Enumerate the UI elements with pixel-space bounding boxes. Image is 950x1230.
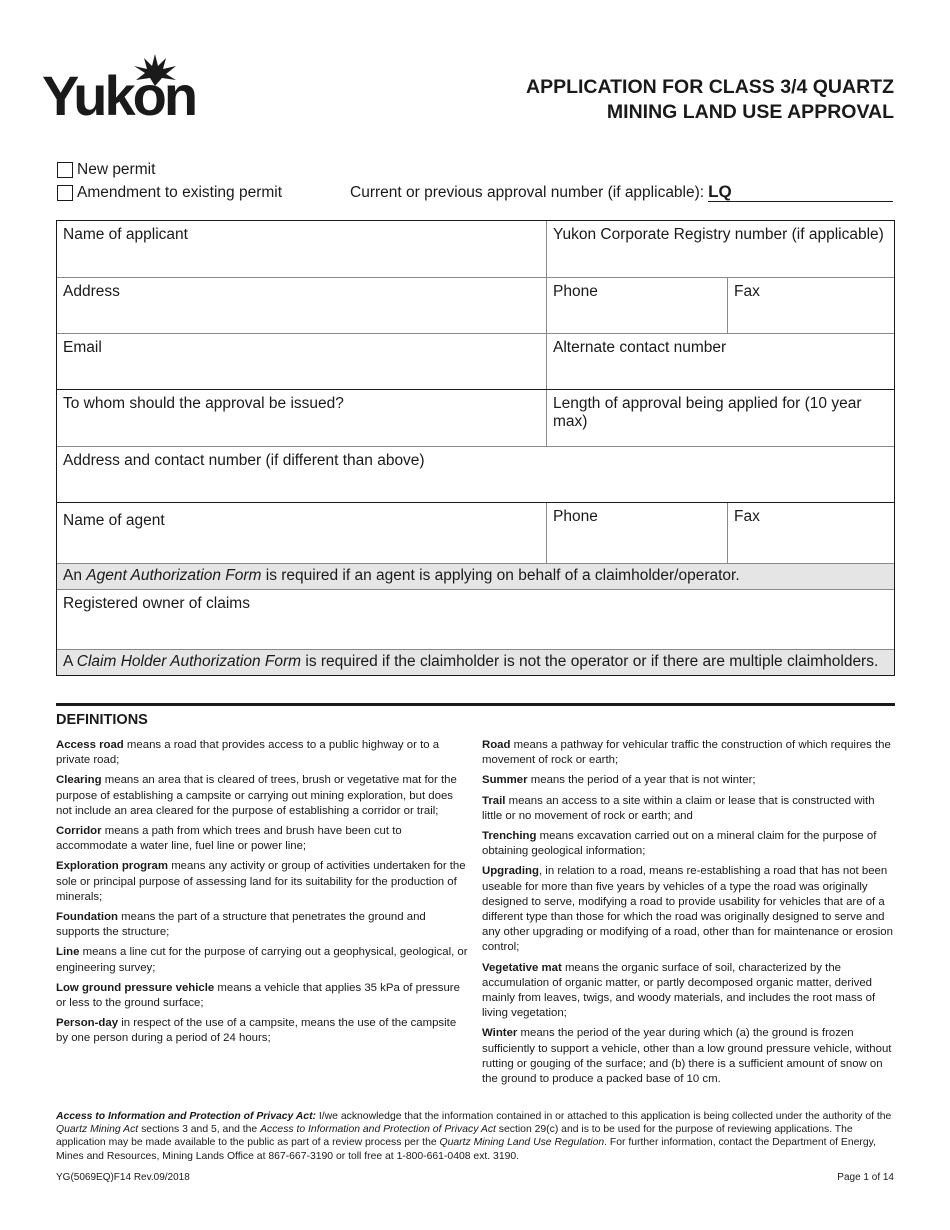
- definition-text: means excavation carried out on a mineral claim for the purpose of obtaining geological information;: [482, 830, 877, 858]
- privacy-notice-title: Access to Information and Protection of Privacy Act:: [56, 1111, 317, 1122]
- row-applicant: [57, 221, 894, 277]
- definition-item: [482, 794, 895, 824]
- row-email: [57, 333, 894, 389]
- approval-number-input[interactable]: LQ: [708, 183, 893, 202]
- alt-address-contact-field[interactable]: Address and contact number (if different than above): [63, 452, 425, 469]
- definition-term: Winter: [482, 1027, 518, 1040]
- row-claim-note: [57, 649, 894, 675]
- privacy-text: . For further information, contact the Department of Energy, Mines and Resources, Mining Lands Office at 867-667-3190 or toll free at 1-800-661-0408 ext. 3190.: [56, 1137, 876, 1162]
- form-title-line2: MINING LAND USE APPROVAL: [606, 101, 894, 123]
- definition-text: means the period of a year that is not winter;: [527, 774, 756, 787]
- definition-term: Vegetative mat: [482, 961, 562, 974]
- definition-item: [56, 738, 470, 768]
- alternate-contact-field[interactable]: Alternate contact number: [546, 334, 894, 389]
- privacy-text: I/we acknowledge that the information contained in or attached to this application is being collected under the authority of the: [316, 1111, 892, 1122]
- definition-item: [56, 859, 470, 905]
- privacy-notice: [56, 1110, 895, 1163]
- definition-item: [482, 961, 895, 1022]
- agent-fax-field[interactable]: Fax: [727, 503, 894, 563]
- agent-phone-field[interactable]: Phone: [546, 503, 727, 563]
- definition-item: [482, 773, 895, 788]
- agent-authorization-form-name: Agent Authorization Form: [86, 567, 262, 584]
- amendment-label: Amendment to existing permit: [77, 184, 283, 201]
- definition-term: Person-day: [56, 1017, 119, 1030]
- privacy-act-name: Quartz Mining Land Use Regulation: [439, 1137, 605, 1149]
- definition-text: means an area that is cleared of trees, brush or vegetative mat for the purpose of establishing a campsite or carrying out mining exploration, but does not include an area cleared for the purpose of establishing a corridor or trail;: [56, 774, 457, 817]
- form-code: YG(5069EQ)F14 Rev.09/2018: [56, 1172, 190, 1183]
- definitions-left-column: [56, 738, 470, 1052]
- form-title: [526, 75, 894, 125]
- definition-term: Line: [56, 946, 80, 959]
- privacy-text: section 29(c) and is to be used for the purpose of reviewing applications. The application may be made available to the public as part of a review process per the: [56, 1124, 853, 1149]
- agent-authorization-note: [57, 564, 894, 589]
- definition-text: means a path from which trees and brush have been cut to accommodate a water line, fuel line or power line;: [56, 825, 402, 853]
- new-permit-checkbox[interactable]: [57, 162, 73, 178]
- definition-text: means a line cut for the purpose of carrying out a geophysical, geological, or engineering survey;: [56, 946, 468, 974]
- definition-term: Summer: [482, 774, 528, 787]
- form-title-line1: APPLICATION FOR CLASS 3/4 QUARTZ: [526, 76, 894, 98]
- approval-issued-to-field[interactable]: To whom should the approval be issued?: [63, 395, 344, 412]
- claim-note-prefix: A: [63, 653, 77, 670]
- definition-item: [56, 945, 470, 975]
- definition-item: [482, 738, 895, 768]
- definition-text: means a vehicle that applies 35 kPa of pressure or less to the ground surface;: [56, 981, 460, 1010]
- definition-term: Trail: [482, 794, 506, 807]
- definition-text: , in relation to a road, means re-establishing a road that has not been useable for more than five years by vehicles of a type the road was originally designed to serve, modifying a road to provide usability for vehicles that are of a different type than those for which the road was originally designed to serve and any other upgrading or modifying of a road, other than for maintenance or erosion control;: [482, 865, 893, 954]
- row-approval-issued: [57, 389, 894, 446]
- row-registered-owner: [57, 589, 894, 649]
- name-of-applicant-field[interactable]: Name of applicant: [63, 226, 188, 243]
- length-of-approval-field[interactable]: Length of approval being applied for (10 year max): [546, 390, 894, 446]
- privacy-act-name: Quartz Mining Act: [56, 1124, 139, 1136]
- phone-field[interactable]: Phone: [546, 278, 727, 333]
- fax-field[interactable]: Fax: [727, 278, 894, 333]
- name-of-agent-field[interactable]: Name of agent: [63, 512, 165, 529]
- applicant-info-grid: [56, 220, 895, 676]
- definition-item: [482, 1026, 895, 1087]
- email-field[interactable]: Email: [63, 339, 102, 356]
- approval-number-field: [350, 183, 893, 202]
- definition-item: [56, 773, 470, 819]
- definition-item: [56, 981, 470, 1011]
- amendment-option[interactable]: [57, 184, 282, 202]
- definition-text: means the organic surface of soil, characterized by the accumulation of organic matter, or partly decomposed organic matter, derived mainly from leaves, twigs, and woody materials, and includes the root mass of living vegetation;: [482, 961, 876, 1020]
- definition-term: Access road: [56, 739, 124, 751]
- agent-note-suffix: is required if an agent is applying on behalf of a claimholder/operator.: [261, 567, 740, 584]
- definition-text: means any activity or group of activities undertaken for the sole or principal purpose of assessing land for its suitability for the production of minerals;: [56, 860, 466, 903]
- definitions-divider: [56, 703, 895, 706]
- definition-term: Clearing: [56, 774, 102, 787]
- row-alt-address: [57, 446, 894, 502]
- page-number: Page 1 of 14: [837, 1172, 894, 1183]
- definition-text: means a road that provides access to a public highway or to a private road;: [56, 739, 440, 767]
- yukon-logo: [42, 52, 217, 127]
- amendment-checkbox[interactable]: [57, 185, 73, 201]
- registered-owner-field[interactable]: Registered owner of claims: [63, 595, 250, 612]
- definition-term: Upgrading: [482, 865, 539, 878]
- definition-term: Foundation: [56, 911, 118, 924]
- definition-item: [482, 864, 895, 955]
- definition-item: [56, 824, 470, 854]
- privacy-text: sections 3 and 5, and the: [138, 1124, 261, 1136]
- definition-item: [56, 1016, 470, 1046]
- definition-text: means the part of a structure that penetrates the ground and supports the structure;: [56, 911, 426, 939]
- row-agent-note: [57, 563, 894, 589]
- definition-term: Low ground pressure vehicle: [56, 981, 215, 994]
- definition-text: means the period of the year during which (a) the ground is frozen sufficiently to support a vehicle, other than a low ground pressure vehicle, without rutting or gouging of the surface; and (b) there is a sufficient amount of snow on the ground to produce a packed base of 10 cm.: [482, 1027, 892, 1086]
- claim-holder-form-name: Claim Holder Authorization Form: [76, 653, 302, 670]
- definition-term: Trenching: [482, 830, 537, 843]
- definition-term: Road: [482, 739, 511, 751]
- claim-note-suffix: is required if the claimholder is not the operator or if there are multiple claimholders.: [301, 653, 879, 670]
- agent-note-prefix: An: [63, 567, 87, 584]
- definition-term: Corridor: [56, 825, 102, 838]
- definition-text: means an access to a site within a claim or lease that is constructed with little or no movement of rock or earth; and: [482, 794, 875, 822]
- new-permit-option[interactable]: [57, 161, 155, 179]
- claim-holder-authorization-note: [57, 650, 894, 675]
- definition-term: Exploration program: [56, 860, 169, 873]
- address-field[interactable]: Address: [63, 283, 120, 300]
- logo-text: Yukon: [42, 64, 196, 127]
- definition-item: [482, 829, 895, 859]
- corporate-registry-field[interactable]: Yukon Corporate Registry number (if applicable): [546, 221, 894, 277]
- definition-text: means a pathway for vehicular traffic the construction of which requires the movement of rock or earth;: [482, 739, 891, 767]
- definition-item: [56, 910, 470, 940]
- new-permit-label: New permit: [77, 161, 156, 178]
- privacy-act-name: Access to Information and Protection of Privacy Act: [260, 1124, 496, 1136]
- row-agent: [57, 502, 894, 563]
- approval-number-label: Current or previous approval number (if applicable):: [350, 184, 705, 201]
- definitions-heading: DEFINITIONS: [56, 712, 148, 728]
- row-address: [57, 277, 894, 333]
- definitions-right-column: [482, 738, 895, 1092]
- definition-text: in respect of the use of a campsite, means the use of the campsite by one person during a period of 24 hours;: [56, 1017, 457, 1045]
